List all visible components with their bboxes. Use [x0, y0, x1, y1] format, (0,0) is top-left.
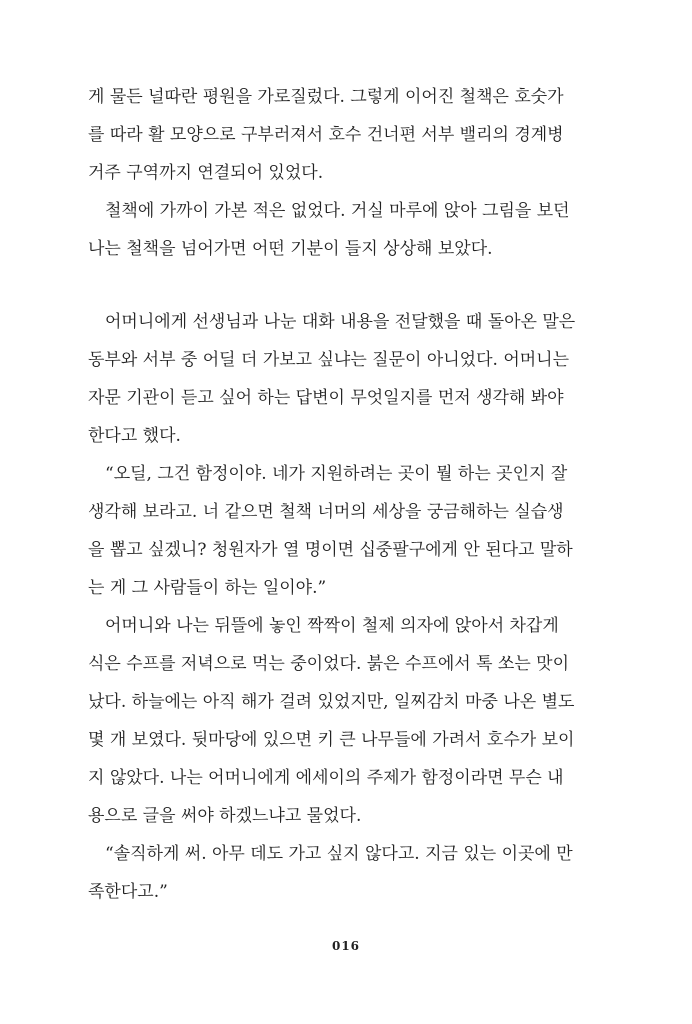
- text-line: 어머니에게 선생님과 나눈 대화 내용을 전달했을 때 돌아온 말은: [105, 312, 576, 332]
- text-line: 는 게 그 사람들이 하는 일이야.”: [88, 578, 327, 598]
- text-line: 철책에 가까이 가본 적은 없었다. 거실 마루에 앉아 그림을 보던: [105, 201, 570, 221]
- text-line: 거주 구역까지 연결되어 있었다.: [88, 163, 324, 183]
- text-line: 게 물든 널따란 평원을 가로질렀다. 그렇게 이어진 철책은 호숫가: [88, 87, 564, 107]
- text-line: 용으로 글을 써야 하겠느냐고 물었다.: [88, 806, 362, 826]
- text-line: 족한다고.”: [88, 882, 168, 902]
- text-line: “오딜, 그건 함정이야. 네가 지원하려는 곳이 뭘 하는 곳인지 잘: [105, 464, 568, 484]
- text-line: 어머니와 나는 뒤뜰에 놓인 짝짝이 철제 의자에 앉아서 차갑게: [105, 616, 559, 636]
- text-line: 나는 철책을 넘어가면 어떤 기분이 들지 상상해 보았다.: [88, 239, 493, 259]
- text-line: 식은 수프를 저녁으로 먹는 중이었다. 붉은 수프에서 톡 쏘는 맛이: [88, 654, 570, 674]
- text-line: 났다. 하늘에는 아직 해가 걸려 있었지만, 일찌감치 마중 나온 별도: [88, 692, 575, 712]
- text-line: 지 않았다. 나는 어머니에게 에세이의 주제가 함정이라면 무슨 내: [88, 768, 564, 788]
- text-line: “솔직하게 써. 아무 데도 가고 싶지 않다고. 지금 있는 이곳에 만: [105, 844, 573, 864]
- text-line: 동부와 서부 중 어딜 더 가보고 싶냐는 질문이 아니었다. 어머니는: [88, 350, 570, 370]
- text-line: 을 뽑고 싶겠니? 청원자가 열 명이면 십중팔구에게 안 된다고 말하: [88, 540, 573, 560]
- page-number: 016: [331, 939, 361, 953]
- text-line: 생각해 보라고. 너 같으면 철책 너머의 세상을 궁금해하는 실습생: [88, 502, 564, 522]
- text-line: 를 따라 활 모양으로 구부러져서 호수 건너편 서부 밸리의 경계병: [88, 125, 564, 145]
- text-line: 자문 기관이 듣고 싶어 하는 답변이 무엇일지를 먼저 생각해 봐야: [88, 388, 564, 408]
- text-line: 몇 개 보였다. 뒷마당에 있으면 키 큰 나무들에 가려서 호수가 보이: [88, 730, 575, 750]
- text-line: 한다고 했다.: [88, 426, 181, 446]
